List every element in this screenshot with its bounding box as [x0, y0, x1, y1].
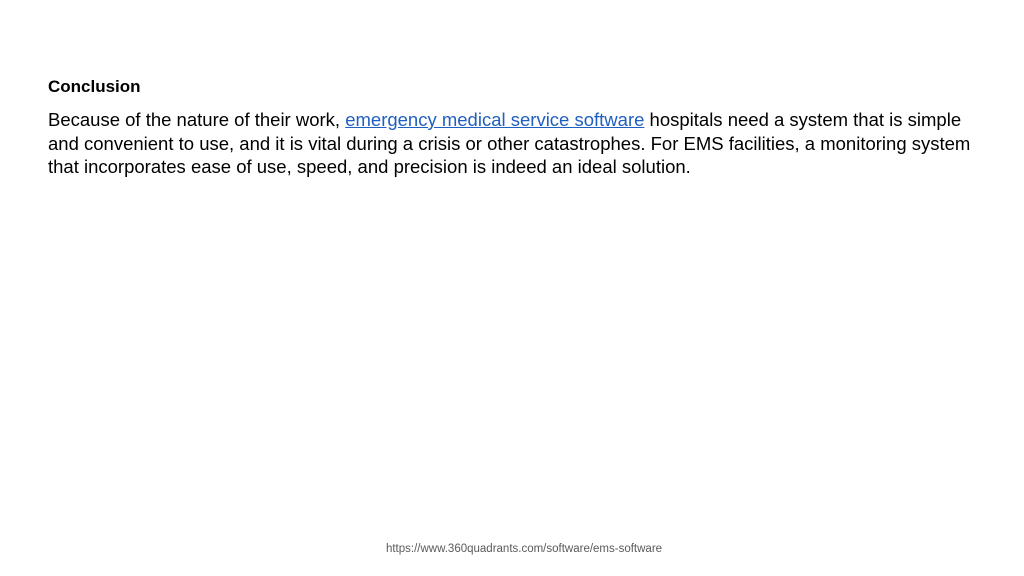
paragraph-text-after-link: hospitals need a system that is simple and convenient to use, and it is vital during a crisis or other catastrophes. For EMS facilities, a monitoring system that incorporates ease of use, speed, and precision is indeed an ideal solution.: [48, 109, 971, 177]
paragraph-text-before-link: Because of the nature of their work,: [48, 109, 346, 130]
section-heading: Conclusion: [48, 77, 141, 96]
conclusion-paragraph: [48, 108, 988, 179]
footer-url: https://www.360quadrants.com/software/ems-software: [385, 543, 663, 555]
ems-software-link[interactable]: emergency medical service software: [345, 109, 645, 130]
